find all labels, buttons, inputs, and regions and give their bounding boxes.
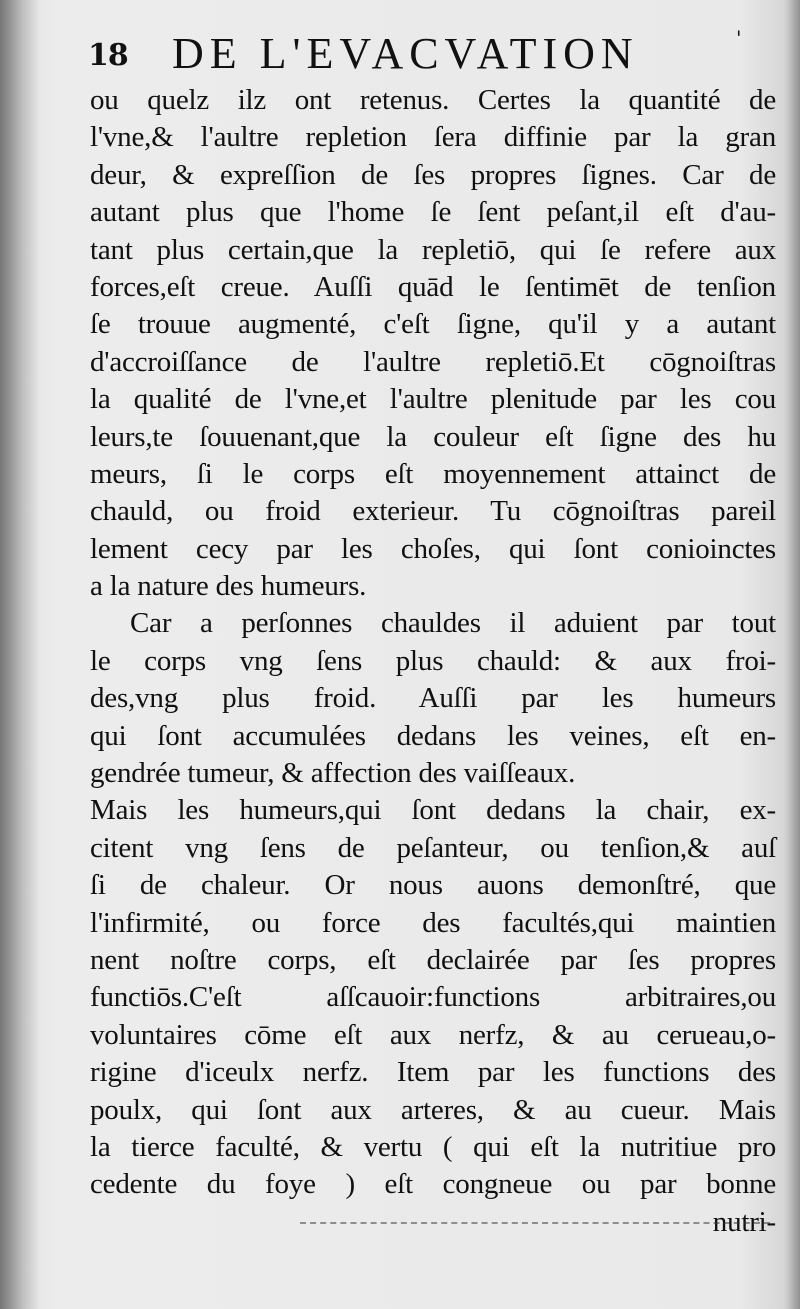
- text-line: le corps vng ſens plus chauld: & aux froi-: [90, 644, 776, 677]
- text-line: ſi de chaleur. Or nous auons demonſtré, que: [90, 869, 776, 902]
- text-line: leurs,te ſouuenant,que la couleur eſt ſigne des hu: [90, 420, 776, 453]
- text-line: functiōs.C'eſt aſſcauoir:functions arbitraires,ou: [90, 981, 776, 1014]
- text-line: qui ſont accumulées dedans les veines, eſt en-: [90, 719, 776, 752]
- text-line: d'accroiſſance de l'aultre repletiō.Et cōgnoiſtras: [90, 345, 776, 378]
- text-line: rigine d'iceulx nerfz. Item par les functions des: [90, 1056, 776, 1089]
- gutter-shadow: [0, 0, 40, 1309]
- underline-mark: [300, 1222, 770, 1226]
- page-header: [88, 28, 768, 82]
- text-line: chauld, ou froid exterieur. Tu cōgnoiſtras pareil: [90, 495, 776, 528]
- text-line: lement cecy par les choſes, qui ſont conioinctes: [90, 532, 776, 565]
- text-line: ou quelz ilz ont retenus. Certes la quantité de: [90, 84, 776, 116]
- text-line: autant plus que l'home ſe ſent peſant,il eſt d'au-: [90, 196, 776, 229]
- text-line: gendrée tumeur, & affection des vaiſſeaux.: [90, 757, 576, 790]
- text-line: meurs, ſi le corps eſt moyennement attainct de: [90, 457, 776, 490]
- text-line: deur, & expreſſion de ſes propres ſignes. Car de: [90, 158, 776, 191]
- header-mark: ': [736, 26, 742, 50]
- text-line: poulx, qui ſont aux arteres, & au cueur. Mais: [90, 1093, 776, 1126]
- catchword: nutri-: [712, 1205, 776, 1238]
- text-line: nent noſtre corps, eſt declairée par ſes propres: [90, 943, 776, 976]
- text-line: la qualité de l'vne,et l'aultre plenitude par les cou: [90, 383, 776, 416]
- text-line: l'vne,& l'aultre repletion ſera diffinie par la gran: [90, 121, 776, 154]
- text-line: cedente du foye ) eſt congneue ou par bonne: [90, 1168, 776, 1201]
- page-number: 18: [88, 38, 128, 73]
- text-line: des,vng plus froid. Auſſi par les humeurs: [90, 682, 776, 715]
- text-line: voluntaires cōme eſt aux nerfz, & au cerueau,o-: [90, 1018, 776, 1051]
- running-title: DE L'EVACVATION: [172, 29, 639, 78]
- text-line: Mais les humeurs,qui ſont dedans la chair, ex-: [90, 794, 776, 827]
- text-line: ſe trouue augmenté, c'eſt ſigne, qu'il y a autant: [90, 308, 776, 341]
- text-line: l'infirmité, ou force des facultés,qui maintien: [90, 906, 776, 939]
- text-line: la tierce faculté, & vertu ( qui eſt la nutritiue pro: [90, 1130, 776, 1163]
- text-line: citent vng ſens de peſanteur, ou tenſion,& auſ: [90, 831, 776, 864]
- edge-shadow: [784, 0, 800, 1309]
- text-line: a la nature des humeurs.: [90, 570, 367, 603]
- body-text: [90, 82, 776, 1241]
- text-line: forces,eſt creue. Auſſi quād le ſentimēt de tenſion: [90, 270, 776, 303]
- paragraph-start-line: Car a perſonnes chauldes il aduient par tout: [130, 607, 776, 640]
- text-line: tant plus certain,que la repletiō, qui ſe refere aux: [90, 233, 776, 266]
